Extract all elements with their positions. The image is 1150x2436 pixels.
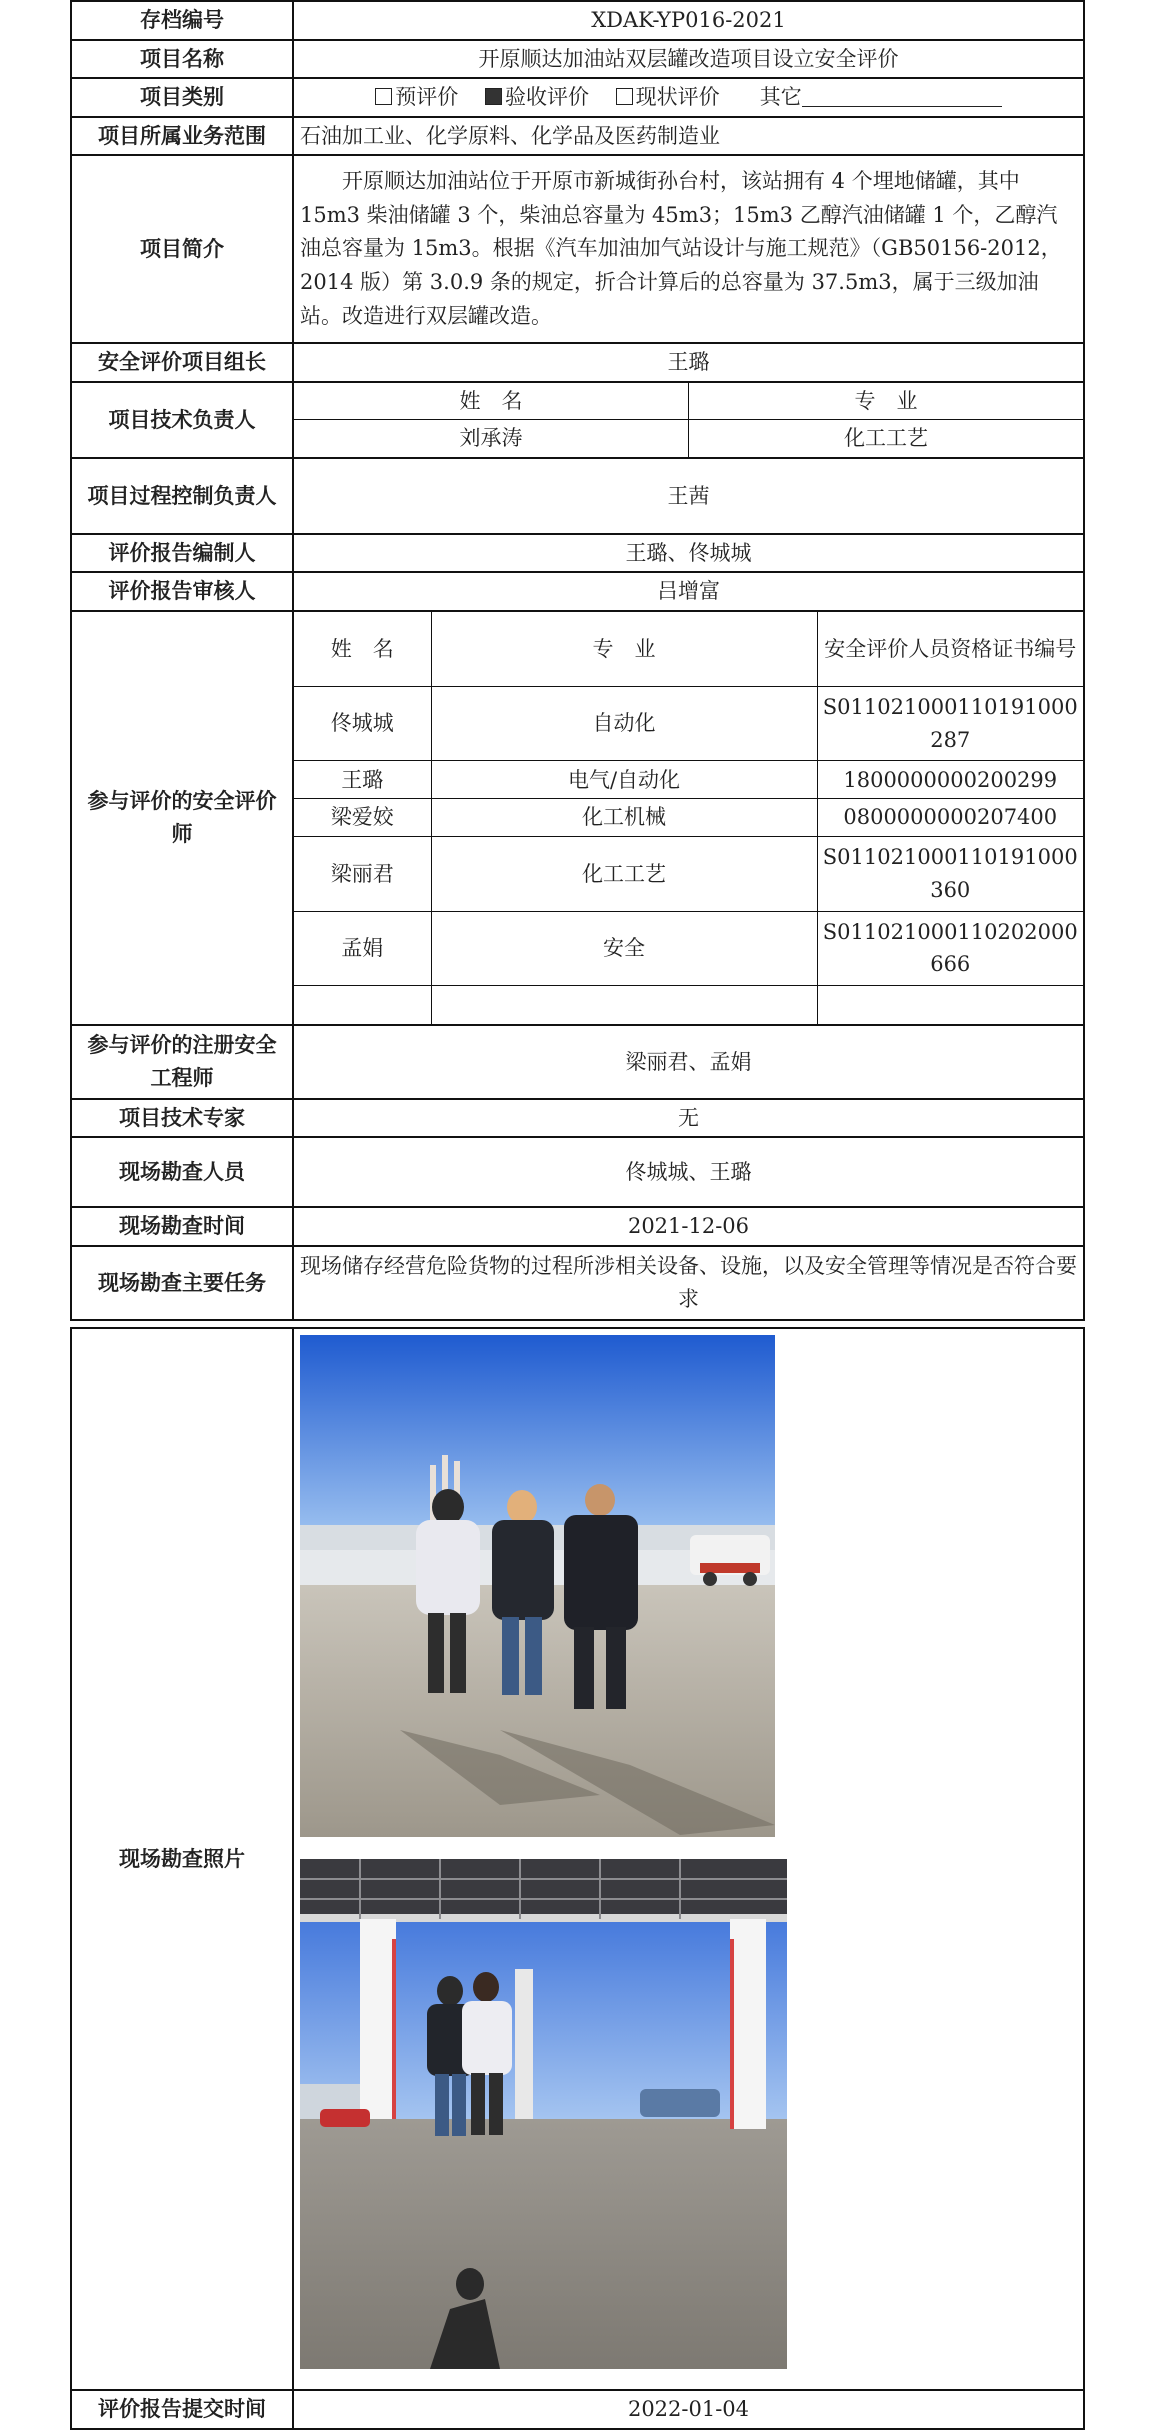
intro-label: 项目简介	[71, 155, 293, 343]
checkbox-empty-icon	[616, 88, 633, 105]
reg-engineers-value: 梁丽君、孟娟	[293, 1025, 1084, 1099]
other-underline	[802, 88, 1002, 107]
project-name-label: 项目名称	[71, 40, 293, 79]
reviewer-value: 吕增富	[293, 572, 1084, 611]
assessors-head-cert: 安全评价人员资格证书编号	[817, 612, 1083, 687]
tech-lead-name: 刘承涛	[294, 420, 689, 457]
option-label: 预评价	[395, 85, 459, 110]
gap-row	[71, 1320, 1084, 1328]
compiler-value: 王璐、佟城城	[293, 534, 1084, 573]
assessor-major: 安全	[431, 911, 817, 986]
row-submit-date	[71, 2390, 1084, 2429]
assessors-label: 参与评价的安全评价师	[71, 611, 293, 1025]
assessor-name: 梁丽君	[294, 837, 431, 912]
scope-value: 石油加工业、化学原料、化学品及医药制造业	[293, 117, 1084, 156]
row-reg-engineers	[71, 1025, 1084, 1099]
assessor-cert: 1800000000200299	[817, 761, 1083, 799]
tech-lead-cell	[293, 382, 1084, 458]
checkbox-acceptance-eval[interactable]	[485, 85, 589, 109]
assessors-cell	[293, 611, 1084, 1025]
empty-cell	[817, 986, 1083, 1024]
submit-date-label: 评价报告提交时间	[71, 2390, 293, 2429]
tech-lead-major: 化工工艺	[689, 420, 1084, 457]
row-compiler	[71, 534, 1084, 573]
row-experts	[71, 1099, 1084, 1138]
assessor-cert: S011021000110202000666	[817, 911, 1083, 986]
tech-lead-head-name: 姓 名	[294, 383, 689, 420]
assessor-major: 化工工艺	[431, 837, 817, 912]
photos-cell	[293, 1328, 1084, 2390]
row-site-staff	[71, 1137, 1084, 1207]
site-photo-1	[300, 1335, 775, 1837]
info-table	[70, 0, 1085, 2430]
assessor-cert: S011021000110191000287	[817, 686, 1083, 761]
checkbox-filled-icon	[485, 88, 502, 105]
assessor-major: 电气/自动化	[431, 761, 817, 799]
table-row	[294, 837, 1083, 912]
row-process-lead	[71, 458, 1084, 534]
assessors-table	[294, 612, 1083, 1024]
row-tech-lead	[71, 382, 1084, 458]
site-task-label: 现场勘查主要任务	[71, 1246, 293, 1320]
site-date-label: 现场勘查时间	[71, 1207, 293, 1246]
site-task-value: 现场储存经营危险货物的过程所涉相关设备、设施，以及安全管理等情况是否符合要求	[293, 1246, 1084, 1320]
tech-lead-label: 项目技术负责人	[71, 382, 293, 458]
site-photo-2-image	[300, 1859, 787, 2369]
tech-lead-head-major: 专 业	[689, 383, 1084, 420]
row-project-type	[71, 78, 1084, 117]
assessor-name: 孟娟	[294, 911, 431, 986]
process-lead-value: 王茜	[293, 458, 1084, 534]
site-date-value: 2021-12-06	[293, 1207, 1084, 1246]
tech-lead-table	[294, 383, 1083, 457]
checkbox-empty-icon	[375, 88, 392, 105]
row-leader	[71, 343, 1084, 382]
row-project-name	[71, 40, 1084, 79]
experts-label: 项目技术专家	[71, 1099, 293, 1138]
assessors-head-major: 专 业	[431, 612, 817, 687]
reg-engineers-label: 参与评价的注册安全工程师	[71, 1025, 293, 1099]
assessor-name: 梁爱姣	[294, 799, 431, 837]
table-row	[294, 686, 1083, 761]
assessor-cert: 0800000000207400	[817, 799, 1083, 837]
archive-no-label: 存档编号	[71, 1, 293, 40]
assessor-name: 王璐	[294, 761, 431, 799]
row-intro	[71, 155, 1084, 343]
leader-value: 王璐	[293, 343, 1084, 382]
checkbox-pre-eval[interactable]	[375, 85, 458, 109]
row-site-date	[71, 1207, 1084, 1246]
process-lead-label: 项目过程控制负责人	[71, 458, 293, 534]
table-row	[294, 761, 1083, 799]
photos-label: 现场勘查照片	[71, 1328, 293, 2390]
scope-label: 项目所属业务范围	[71, 117, 293, 156]
other-label: 其它	[759, 85, 802, 110]
archive-no-value: XDAK-YP016-2021	[293, 1, 1084, 40]
leader-label: 安全评价项目组长	[71, 343, 293, 382]
option-label: 现状评价	[635, 85, 720, 110]
reviewer-label: 评价报告审核人	[71, 572, 293, 611]
table-row-empty	[294, 986, 1083, 1024]
row-assessors	[71, 611, 1084, 1025]
submit-date-value: 2022-01-04	[293, 2390, 1084, 2429]
site-photo-1-image	[300, 1335, 775, 1837]
table-row	[294, 911, 1083, 986]
empty-cell	[431, 986, 817, 1024]
intro-value: 开原顺达加油站位于开原市新城街孙台村，该站拥有 4 个埋地储罐，其中 15m3 柴油储罐 3 个，柴油总容量为 45m3；15m3 乙醇汽油储罐 1 个，乙醇汽油总容量为 15m3。根据《汽车加油加气站设计与施工规范》（GB50156-2012，2014 版）第 3.0.9 条的规定，折合计算后的总容量为 37.5m3，属于三级加油站。改造进行双层罐改造。	[293, 155, 1084, 343]
table-row	[294, 799, 1083, 837]
project-name-value: 开原顺达加油站双层罐改造项目设立安全评价	[293, 40, 1084, 79]
row-reviewer	[71, 572, 1084, 611]
row-archive-no	[71, 1, 1084, 40]
row-scope	[71, 117, 1084, 156]
compiler-label: 评价报告编制人	[71, 534, 293, 573]
assessor-major: 自动化	[431, 686, 817, 761]
row-photos	[71, 1328, 1084, 2390]
checkbox-status-eval[interactable]	[616, 85, 720, 109]
experts-value: 无	[293, 1099, 1084, 1138]
project-type-label: 项目类别	[71, 78, 293, 117]
assessor-cert: S011021000110191000360	[817, 837, 1083, 912]
assessors-head-name: 姓 名	[294, 612, 431, 687]
empty-cell	[294, 986, 431, 1024]
evaluation-info-sheet	[70, 0, 1085, 2430]
site-photo-2	[300, 1859, 787, 2369]
option-label: 验收评价	[504, 85, 589, 110]
project-type-options	[293, 78, 1084, 117]
assessor-name: 佟城城	[294, 686, 431, 761]
assessor-major: 化工机械	[431, 799, 817, 837]
site-staff-label: 现场勘查人员	[71, 1137, 293, 1207]
row-site-task	[71, 1246, 1084, 1320]
site-staff-value: 佟城城、王璐	[293, 1137, 1084, 1207]
